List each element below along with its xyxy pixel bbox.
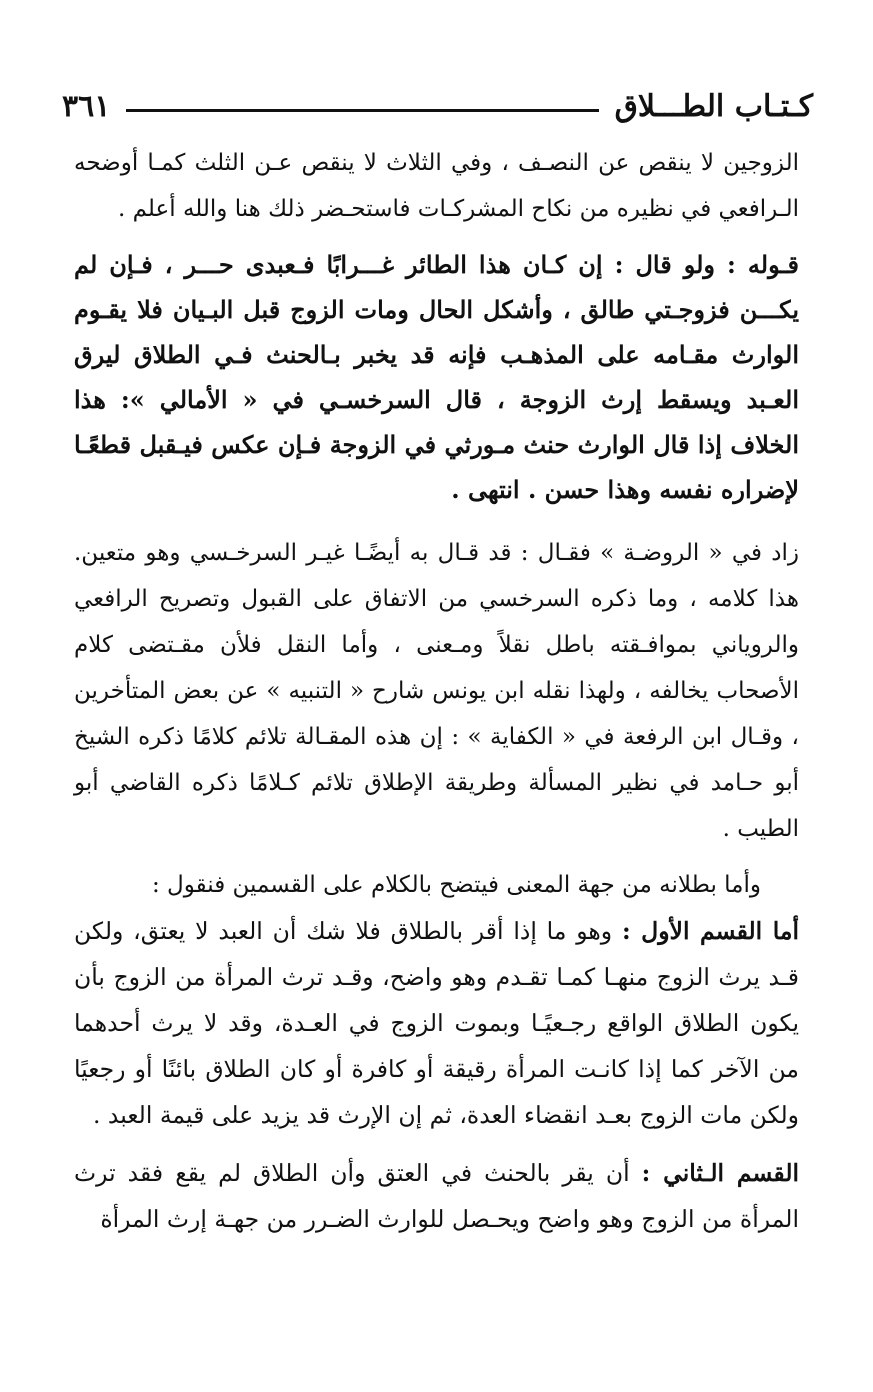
running-header xyxy=(62,82,813,130)
page-body xyxy=(74,140,799,1242)
first-section-heading: أما القسم الأول : xyxy=(621,917,799,945)
second-section-heading: القسم الـثاني : xyxy=(641,1159,800,1187)
book-title: كـتـاب الطـــلاق xyxy=(614,88,813,124)
paragraph-second-section xyxy=(74,1150,799,1242)
second-section-text: أن يقر بالحنث في العتق وأن الطلاق لم يقع فقد ترث المرأة من الزوج وهو واضح ويحـصل للوارث الضـرر من جهـة إرث المرأة xyxy=(74,1159,799,1233)
paragraph-intro: وأما بطلانه من جهة المعنى فيتضح بالكلام على القسمين فنقول : xyxy=(151,872,761,898)
paragraph-quoted-text: قـوله : ولو قال : إن كـان هذا الطائر غـــرابًا فـعبدى حـــر ، فـإن لم يكـــن فزوجـتي طالق ، وأشكل الحال ومات الزوج قبل البـيان فلا يقـوم الوارث مقـامه على المذهـب فإنه قد يخبر بـالحنث فـي الطلاق ليرق العـبد ويسقط إرث الزوجة ، قال السرخسـي في « الأمالي »: هذا الخلاف إذا قال الوارث حنث مـورثي في الزوجة فـإن عكس فيـقبل قطعًـا لإضراره نفسه وهذا حسن . انتهى . xyxy=(74,250,800,504)
header-rule xyxy=(126,109,598,112)
page-number: ٣٦١ xyxy=(62,88,111,124)
paragraph-commentary: زاد في « الروضـة » فقـال : قد قـال به أيضًـا غيـر السرخـسي وهو متعين. هذا كلامه ، وما ذكره السرخسي من الاتفاق على القبول وتصريح الرافعي والروياني بموافـقته باطل نقلاً ومـعنى ، وأما النقل فلأن مقـتضى كلام الأصحاب يخالفه ، ولهذا نقله ابن يونس شارح « التنبيه » عن بعض المتأخرين ، وقـال ابن الرفعة في « الكفاية » : إن هذه المقـالة تلائم كلامًا ذكره الشيخ أبو حـامد في نظير المسألة وطريقة الإطلاق تلائم كـلامًا ذكره القاضي أبو الطيب . xyxy=(74,540,799,842)
paragraph-first-section xyxy=(74,908,799,1138)
first-section-text: وهو ما إذا أقر بالطلاق فلا شك أن العبد لا يعتق، ولكن قـد يرث الزوج منهـا كمـا تقـدم وهو واضح، وقـد ترث المرأة من الزوج بأن يكون الطلاق الواقع رجـعيًـا وبموت الزوج في العـدة، وقد لا يرث أحدهما من الآخر كما إذا كانـت المرأة رقيقة أو كافرة أو كان الطلاق بائنًا أو رجعيًا ولكن مات الزوج بعـد انقضاء العدة، ثم إن الإرث قد يزيد على قيمة العبد . xyxy=(74,917,799,1129)
paragraph-continuation: الزوجين لا ينقص عن النصـف ، وفي الثلاث لا ينقص عـن الثلث كمـا أوضحه الـرافعي في نظيره من نكاح المشركـات فاستحـضر ذلك هنا والله أعلم . xyxy=(74,150,799,222)
